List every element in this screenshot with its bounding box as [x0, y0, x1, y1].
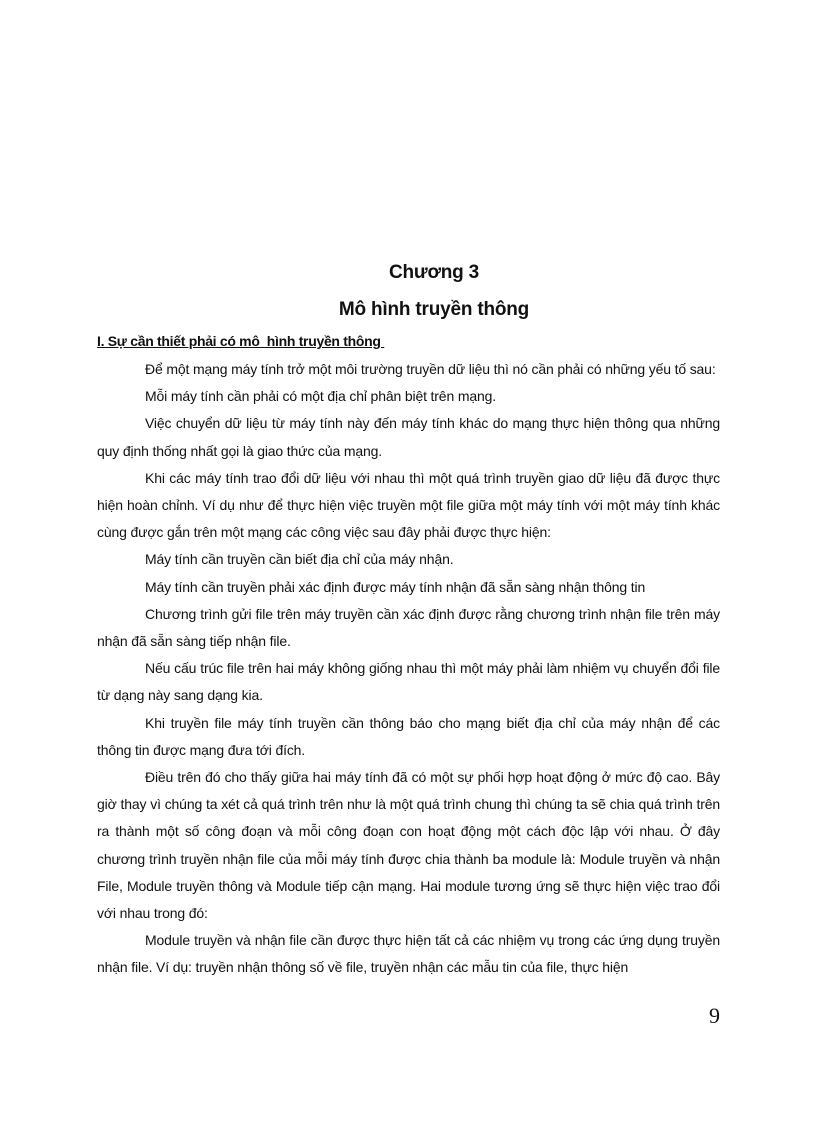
paragraph: Khi các máy tính trao đổi dữ liệu với nhau thì một quá trình truyền giao dữ liệu đã được thực hiện hoàn chỉnh. Ví dụ như để thực hiện việc truyền một file giữa một máy tính với một máy tính khác cùng được gắn trên một mạng các công việc sau đây phải được thực hiện:	[97, 469, 720, 541]
paragraph: Module truyền và nhận file cần được thực hiện tất cả các nhiệm vụ trong các ứng dụng truyền nhận file. Ví dụ: truyền nhận thông số về file, truyền nhận các mẫu tin của file, thực hiện	[97, 932, 720, 976]
chapter-number: Chương 3	[388, 262, 480, 283]
paragraph: Nếu cấu trúc file trên hai máy không giống nhau thì một máy phải làm nhiệm vụ chuyển đổi file từ dạng này sang dạng kia.	[97, 660, 720, 704]
paragraph: Máy tính cần truyền phải xác định được máy tính nhận đã sẵn sàng nhận thông tin	[145, 578, 646, 595]
paragraph: Chương trình gửi file trên máy truyền cần xác định được rằng chương trình nhận file trên máy nhận đã sẵn sàng tiếp nhận file.	[97, 605, 720, 650]
body-text	[97, 356, 720, 982]
section-heading: I. Sự cần thiết phải có mô hình truyền thông	[97, 333, 385, 349]
paragraph: Điều trên đó cho thấy giữa hai máy tính đã có một sự phối hợp hoạt động ở mức độ cao. Bây giờ thay vì chúng ta xét cả quá trình trên như là một quá trình chung thì chúng ta sẽ chia quá trình trên ra thành một số công đoạn và mỗi công đoạn con hoạt động một cách độc lập với nhau. Ở đây chương trình truyền nhận file của mỗi máy tính được chia thành ba module là: Module truyền và nhận File, Module truyền thông và Module tiếp cận mạng. Hai module tương ứng sẽ thực hiện việc trao đổi với nhau trong đó:	[97, 769, 720, 922]
paragraph: Máy tính cần truyền cần biết địa chỉ của máy nhận.	[145, 551, 454, 568]
paragraph: Việc chuyển dữ liệu từ máy tính này đến máy tính khác do mạng thực hiện thông qua những quy định thống nhất gọi là giao thức của mạng.	[97, 415, 720, 459]
page-number: 9	[709, 1003, 720, 1028]
paragraph: Mỗi máy tính cần phải có một địa chỉ phân biệt trên mạng.	[145, 388, 496, 405]
paragraph: Khi truyền file máy tính truyền cần thông báo cho mạng biết địa chỉ của máy nhận để các thông tin được mạng đưa tới đích.	[97, 714, 720, 758]
chapter-title: Mô hình truyền thông	[338, 299, 530, 320]
paragraph: Để một mạng máy tính trở một môi trường truyền dữ liệu thì nó cần phải có những yếu tố sau:	[145, 361, 716, 377]
